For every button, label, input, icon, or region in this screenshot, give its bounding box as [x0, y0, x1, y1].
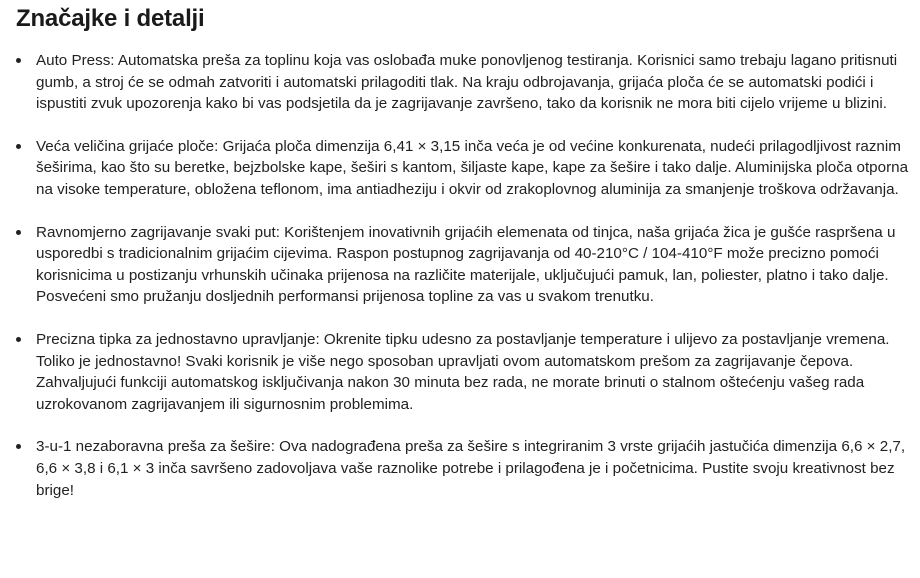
bullet-icon [16, 58, 21, 63]
feature-item-precise-knob [16, 329, 910, 415]
bullet-icon [16, 144, 21, 149]
bullet-icon [16, 337, 21, 342]
feature-item-3-in-1-press [16, 436, 910, 501]
feature-item-heating-plate-size [16, 136, 910, 201]
section-heading: Značajke i detalji [16, 5, 205, 32]
feature-list [16, 50, 910, 501]
feature-item-auto-press [16, 50, 910, 115]
bullet-icon [16, 230, 21, 235]
feature-text: Ravnomjerno zagrijavanje svaki put: Korištenjem inovativnih grijaćih elemenata od tinjca, naša grijaća žica je gušće raspršena u usporedbi s tradicionalnim grijaćim cijevima. Raspon postupnog zagrijavanja od 40-210°C / 104-410°F može precizno pomoći korisnicima u postizanju vrhunskih učinaka prijenosa na različite materijale, uključujući pamuk, lan, poliester, platno i tako dalje. Posvećeni smo pružanju dosljednih performansi prijenosa topline za vas u svakom trenutku. [36, 223, 896, 306]
feature-item-even-heating [16, 222, 910, 308]
feature-text: 3-u-1 nezaboravna preša za šešire: Ova nadograđena preša za šešire s integriranim 3 vrste grijaćih jastučića dimenzija 6,6 × 2,7, 6,6 × 3,8 i 6,1 × 3 inča savršeno zadovoljava vaše raznolike potrebe i prilagođena je i početnicima. Pustite svoju kreativnost bez brige! [36, 438, 906, 499]
bullet-icon [16, 444, 21, 449]
feature-text: Auto Press: Automatska preša za toplinu koja vas oslobađa muke ponovljenog testiranja. Korisnici samo trebaju lagano pritisnuti gumb, a stroj će se odmah zatvoriti i automatski prilagoditi tlak. Na kraju odbrojavanja, grijaća ploča će se automatski podići i ispustiti zvuk upozorenja kako bi vas podsjetila da je zagrijavanje završeno, tako da korisnik ne mora biti cijelo vrijeme u blizini. [36, 52, 898, 113]
feature-text: Veća veličina grijaće ploče: Grijaća ploča dimenzija 6,41 × 3,15 inča veća je od većine konkurenata, nudeći prilagodljivost raznim šeširima, kao što su beretke, bejzbolske kape, šeširi s kantom, šiljaste kape, kape za šešire i tako dalje. Aluminijska ploča otporna na visoke temperature, obložena teflonom, ima antiadheziju i okvir od zrakoplovnog aluminija za smanjenje troškova održavanja. [36, 137, 909, 198]
feature-text: Precizna tipka za jednostavno upravljanje: Okrenite tipku udesno za postavljanje temperature i ulijevo za postavljanje vremena. Toliko je jednostavno! Svaki korisnik je više nego sposoban upravljati ovom automatskom prešom za zagrijavanje čepova. Zahvaljujući funkciji automatskog isključivanja nakon 30 minuta bez rada, ne morate brinuti o stalnom oštećenju vašeg rada uzrokovanom zagrijavanjem ili sigurnosnim problemima. [36, 330, 890, 413]
